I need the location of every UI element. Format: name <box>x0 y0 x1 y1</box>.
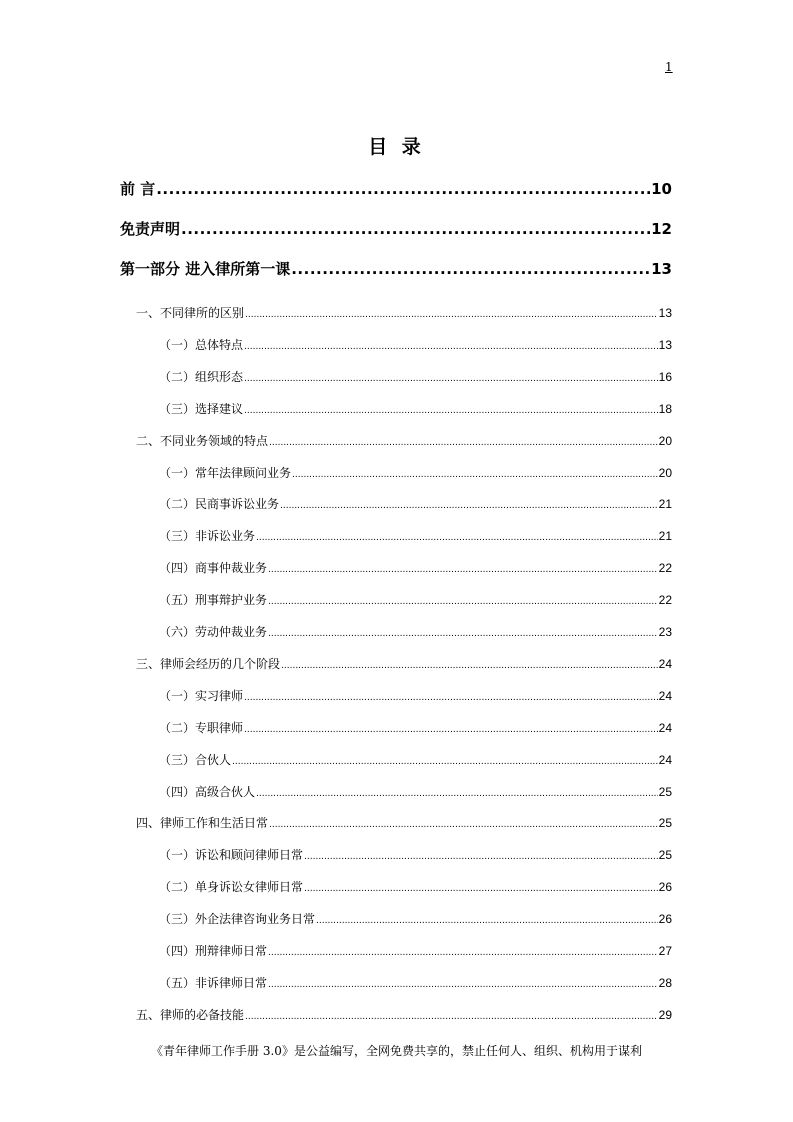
toc-entry[interactable] <box>159 910 672 927</box>
toc-entry-page: 25 <box>658 785 672 799</box>
dot-leader <box>304 880 658 894</box>
page-number: 1 <box>665 60 673 74</box>
toc-entry-label: （四）商事仲裁业务 <box>159 561 268 575</box>
toc-entry[interactable] <box>159 846 672 863</box>
toc-entry-page: 28 <box>658 976 672 990</box>
toc-entry-page: 22 <box>658 561 672 575</box>
toc-entry-label: （三）非诉讼业务 <box>159 529 256 543</box>
toc-entry-page: 25 <box>658 816 672 830</box>
toc-entry[interactable] <box>159 974 672 991</box>
toc-entry-page: 10 <box>651 180 672 198</box>
toc-entry-page: 18 <box>658 402 672 416</box>
toc-entry[interactable] <box>159 495 672 512</box>
toc-entry-page: 27 <box>658 944 672 958</box>
toc-entry-label: 五、律师的必备技能 <box>136 1008 245 1022</box>
toc-entry-page: 24 <box>658 657 672 671</box>
toc-entry-page: 13 <box>658 306 672 320</box>
toc-entry-label: （一）诉讼和顾问律师日常 <box>159 848 304 862</box>
toc-entry-label: 第一部分 进入律所第一课 <box>120 260 291 278</box>
dot-leader <box>244 370 658 384</box>
dot-leader <box>245 1008 658 1022</box>
toc-entry-page: 13 <box>658 338 672 352</box>
dot-leader <box>232 753 658 767</box>
toc-entry[interactable] <box>120 178 672 199</box>
toc-entry-page: 26 <box>658 880 672 894</box>
toc-entry[interactable] <box>136 1006 672 1023</box>
dot-leader <box>244 402 658 416</box>
toc-entry-page: 13 <box>651 260 672 278</box>
toc-entry-label: （二）组织形态 <box>159 370 244 384</box>
dot-leader <box>269 434 658 448</box>
toc-entry[interactable] <box>159 783 672 800</box>
toc-entry-label: （四）高级合伙人 <box>159 785 256 799</box>
toc-entry[interactable] <box>159 687 672 704</box>
toc-entry-page: 29 <box>658 1008 672 1022</box>
dot-leader <box>181 220 650 238</box>
toc-entry[interactable] <box>159 464 672 481</box>
dot-leader <box>244 721 658 735</box>
toc-entry-page: 23 <box>658 625 672 639</box>
toc-entry-label: （一）常年法律顾问业务 <box>159 466 292 480</box>
toc-entry-label: （一）总体特点 <box>159 338 244 352</box>
dot-leader <box>268 976 658 990</box>
toc-entry-page: 16 <box>658 370 672 384</box>
toc-entry[interactable] <box>159 719 672 736</box>
dot-leader <box>256 785 658 799</box>
toc-entry[interactable] <box>159 942 672 959</box>
dot-leader <box>280 497 658 511</box>
toc-entry[interactable] <box>159 591 672 608</box>
dot-leader <box>291 260 650 278</box>
footer-notice: 《青年律师工作手册 3.0》是公益编写，全网免费共享的，禁止任何人、组织、机构用于谋利 <box>151 1044 642 1058</box>
toc-entry-page: 21 <box>658 529 672 543</box>
toc-entry[interactable] <box>159 400 672 417</box>
toc-entry[interactable] <box>159 336 672 353</box>
toc-title: 目 录 <box>368 136 425 158</box>
toc-entry-label: （五）非诉律师日常 <box>159 976 268 990</box>
toc-entry-page: 22 <box>658 593 672 607</box>
dot-leader <box>245 306 658 320</box>
dot-leader <box>268 625 658 639</box>
toc-entry-label: （三）选择建议 <box>159 402 244 416</box>
dot-leader <box>316 912 658 926</box>
toc-entry[interactable] <box>136 432 672 449</box>
toc-entry-label: 四、律师工作和生活日常 <box>136 816 269 830</box>
toc-entry-page: 20 <box>658 466 672 480</box>
toc-entry[interactable] <box>159 527 672 544</box>
toc-entry[interactable] <box>159 751 672 768</box>
toc-entry-page: 26 <box>658 912 672 926</box>
toc-entry-label: （一）实习律师 <box>159 689 244 703</box>
dot-leader <box>268 944 658 958</box>
toc-entry[interactable] <box>136 814 672 831</box>
toc-entry-label: 一、不同律所的区别 <box>136 306 245 320</box>
toc-entry-page: 20 <box>658 434 672 448</box>
toc-entry[interactable] <box>159 878 672 895</box>
toc-entry-page: 25 <box>658 848 672 862</box>
toc-entry-label: （三）外企法律咨询业务日常 <box>159 912 316 926</box>
dot-leader <box>292 466 658 480</box>
dot-leader <box>281 657 658 671</box>
toc-entry-page: 24 <box>658 721 672 735</box>
toc-entry-page: 12 <box>651 220 672 238</box>
toc-entry[interactable] <box>136 304 672 321</box>
toc-entry-page: 24 <box>658 753 672 767</box>
toc-entry-label: （二）单身诉讼女律师日常 <box>159 880 304 894</box>
toc-entry-page: 21 <box>658 497 672 511</box>
toc-entry-label: （四）刑辩律师日常 <box>159 944 268 958</box>
toc-entry-label: 前 言 <box>120 180 156 198</box>
toc-entry-label: （六）劳动仲裁业务 <box>159 625 268 639</box>
toc-entry[interactable] <box>159 623 672 640</box>
toc-entry[interactable] <box>136 655 672 672</box>
toc-entry-page: 24 <box>658 689 672 703</box>
toc-entry[interactable] <box>120 218 672 239</box>
toc-entry-label: （三）合伙人 <box>159 753 232 767</box>
dot-leader <box>304 848 658 862</box>
dot-leader <box>268 593 658 607</box>
toc-entry[interactable] <box>159 368 672 385</box>
dot-leader <box>268 561 658 575</box>
toc-entry-label: （二）民商事诉讼业务 <box>159 497 280 511</box>
toc-entry-label: 三、律师会经历的几个阶段 <box>136 657 281 671</box>
dot-leader <box>256 529 658 543</box>
toc-entry-label: 二、不同业务领域的特点 <box>136 434 269 448</box>
toc-entry[interactable] <box>159 559 672 576</box>
dot-leader <box>269 816 658 830</box>
dot-leader <box>244 338 658 352</box>
dot-leader <box>244 689 658 703</box>
toc-entry-label: （五）刑事辩护业务 <box>159 593 268 607</box>
dot-leader <box>156 180 650 198</box>
toc-entry-label: 免责声明 <box>120 220 181 238</box>
toc-entry-label: （二）专职律师 <box>159 721 244 735</box>
toc-entry[interactable] <box>120 258 672 279</box>
